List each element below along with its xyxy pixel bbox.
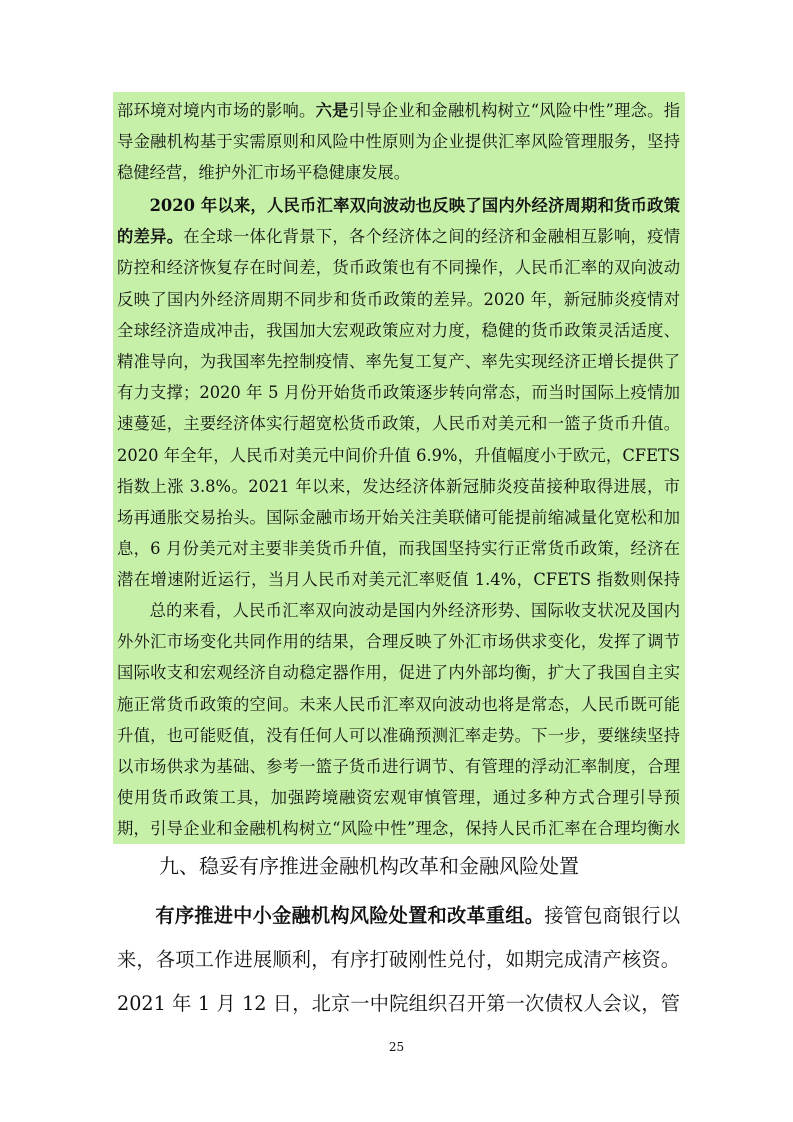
paragraph-2 (117, 190, 680, 594)
page-number: 25 (388, 1040, 405, 1054)
para4-text: 接管包商银行以来，各项工作进展顺利，有序打破刚性兑付，如期完成清产核资。2021 年 1 月 12 日，北京一中院组织召开第一次债权人会议，管 (117, 904, 680, 1015)
para3-text: 总的来看，人民币汇率双向波动是国内外经济形势、国际收支状况及国内外外汇市场变化共同作用的结果，合理反映了外汇市场供求变化，发挥了调节国际收支和宏观经济自动稳定器作用，促进了内外部均衡，扩大了我国自主实施正常货币政策的空间。未来人民币汇率双向波动也将是常态，人民币既可能升值，也可能贬值，没有任何人可以准确预测汇率走势。下一步，要继续坚持以市场供求为基础、参考一篮子货币进行调节、有管理的浮动汇率制度，合理使用货币政策工具，加强跨境融资宏观审慎管理，通过多种方式合理引导预期，引导企业和金融机构树立“风险中性”理念，保持人民币汇率在合理均衡水 (117, 601, 680, 839)
paragraph-4 (117, 894, 680, 1026)
paragraph-1 (117, 95, 680, 189)
para2-text: 在全球一体化背景下，各个经济体之间的经济和金融相互影响，疫情防控和经济恢复存在时间差，货币政策也有不同操作，人民币汇率的双向波动反映了国内外经济周期不同步和货币政策的差异。2020 年，新冠肺炎疫情对全球经济造成冲击，我国加大宏观政策应对力度，稳健的货币政策灵活适度、精准导向，为我国率先控制疫情、率先复工复产、率先实现经济正增长提供了有力支撑；2020 年 5 月份开始货币政策逐步转向常态，而当时国际上疫情加速蔓延，主要经济体实行超宽松货币政策，人民币对美元和一篮子货币升值。2020 年全年，人民币对美元中间价升值 6.9%，升值幅度小于欧元，CFETS 指数上涨 3.8%。2021 年以来，发达经济体新冠肺炎疫苗接种取得进展，市场再通胀交易抬头。国际金融市场开始关注美联储可能提前缩减量化宽松和加息，6 月份美元对主要非美货币升值，而我国坚持实行正常货币政策，经济在潜在增速附近运行，当月人民币对美元汇率贬值 1.4%，CFETS 指数则保持 (117, 227, 680, 590)
paragraph-3 (117, 595, 680, 845)
para1-bold: 六是 (315, 101, 349, 120)
section-heading: 九、稳妥有序推进金融机构改革和金融风险处置 (159, 854, 579, 878)
para2-bold: 2020 年以来，人民币汇率双向波动也反映了国内外经济周期和货币政策的差异。 (117, 196, 680, 247)
para1-text-a: 部环境对境内市场的影响。 (117, 101, 316, 120)
para1-text-b: 引导企业和金融机构树立“风险中性”理念。指导金融机构基于实需原则和风险中性原则为企业提供汇率风险管理服务，坚持稳健经营，维护外汇市场平稳健康发展。 (117, 101, 680, 183)
para4-bold: 有序推进中小金融机构风险处置和改革重组。 (155, 904, 545, 927)
